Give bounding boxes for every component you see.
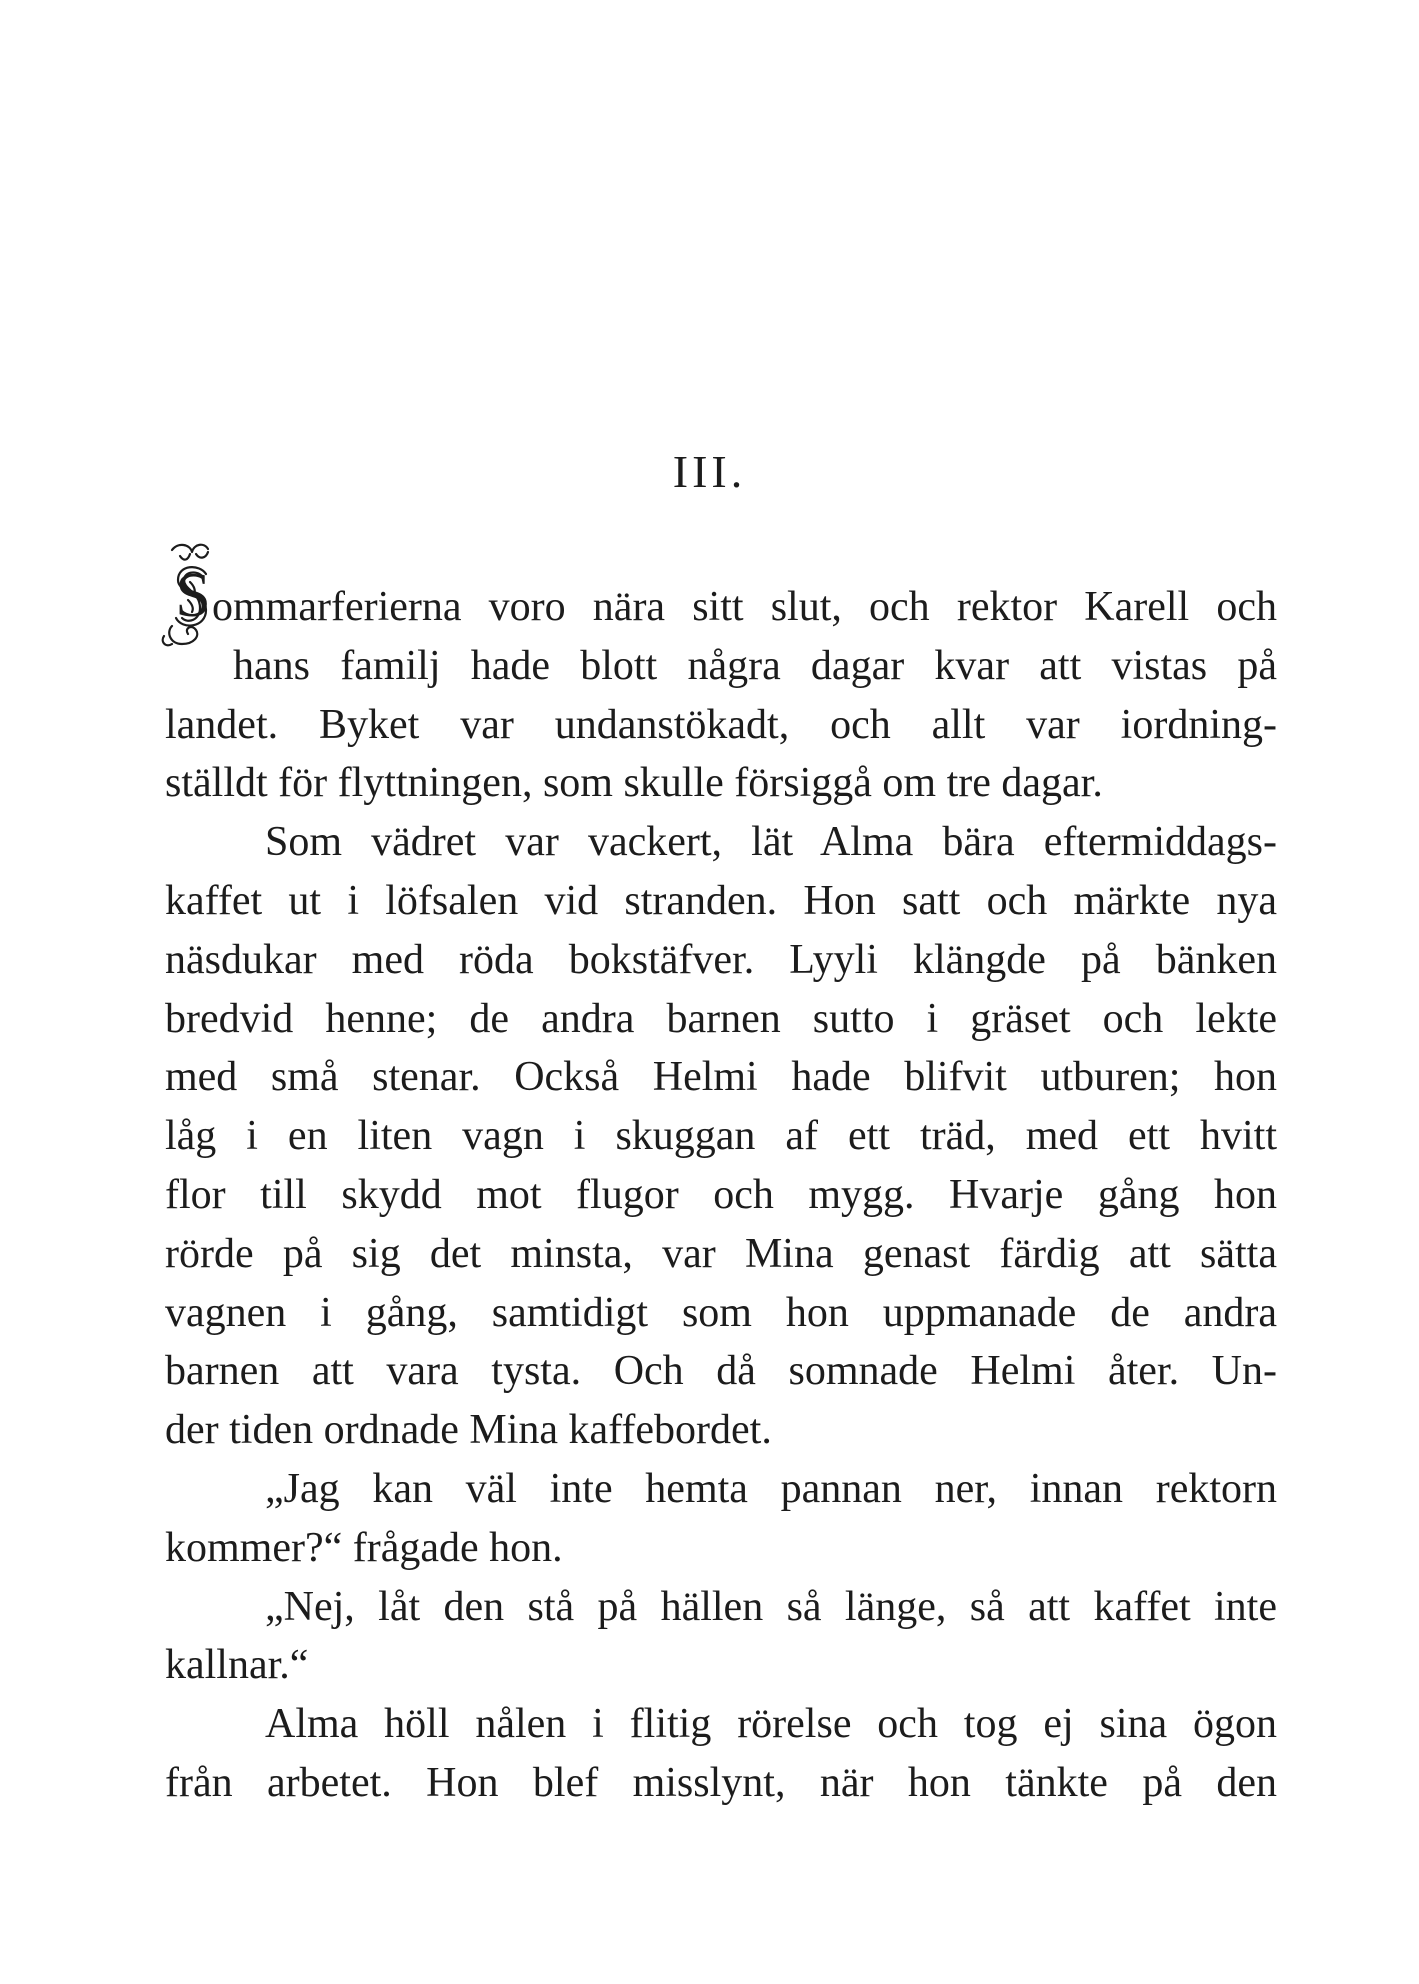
text-line: vagnen i gång, samtidigt som hon uppmanade de andra: [165, 1289, 1277, 1336]
text-line: näsdukar med röda bokstäfver. Lyyli klängde på bänken: [165, 936, 1277, 983]
body-text: [165, 578, 1277, 1813]
text-line: kallnar.“: [165, 1642, 309, 1689]
text-line: med små stenar. Också Helmi hade blifvit utburen; hon: [165, 1054, 1277, 1101]
chapter-heading: III.: [672, 446, 747, 497]
text-line: rörde på sig det minsta, var Mina genast färdig att sätta: [165, 1230, 1277, 1277]
text-line: flor till skydd mot flugor och mygg. Hvarje gång hon: [165, 1171, 1277, 1218]
text-line: hans familj hade blott några dagar kvar att vistas på: [233, 642, 1277, 689]
text-line: Alma höll nålen i flitig rörelse och tog ej sina ögon: [265, 1701, 1277, 1748]
drop-cap-letter: S: [175, 559, 211, 630]
text-line: Som vädret var vackert, lät Alma bära eftermiddags-: [265, 819, 1277, 866]
text-line: der tiden ordnade Mina kaffebordet.: [165, 1407, 772, 1454]
text-line: barnen att vara tysta. Och då somnade Helmi åter. Un-: [165, 1348, 1277, 1395]
text-line: låg i en liten vagn i skuggan af ett träd, med ett hvitt: [165, 1113, 1277, 1160]
text-line: bredvid henne; de andra barnen sutto i gräset och lekte: [165, 995, 1277, 1042]
text-line: ställdt för flyttningen, som skulle försiggå om tre dagar.: [165, 760, 1103, 807]
text-line: från arbetet. Hon blef misslynt, när hon tänkte på den: [165, 1759, 1277, 1806]
text-line: kaffet ut i löfsalen vid stranden. Hon satt och märkte nya: [165, 877, 1277, 924]
text-line: „Jag kan väl inte hemta pannan ner, innan rektorn: [265, 1465, 1277, 1512]
text-line: „Nej, låt den stå på hällen så länge, så att kaffet inte: [265, 1583, 1277, 1630]
text-line: ommarferierna voro nära sitt slut, och rektor Karell och: [212, 584, 1277, 630]
text-line: kommer?“ frågade hon.: [165, 1524, 563, 1571]
text-line: landet. Byket var undanstökadt, och allt var iordning-: [165, 701, 1277, 748]
